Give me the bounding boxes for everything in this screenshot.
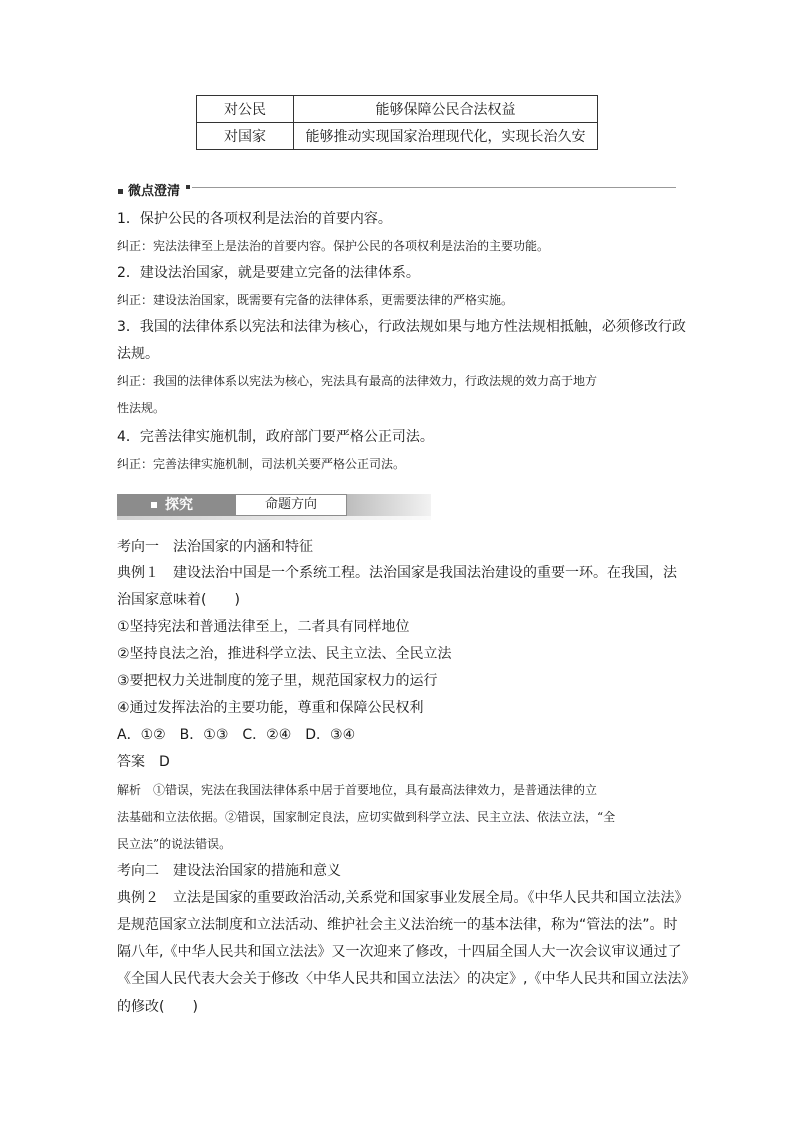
table-cell-key: 对公民 <box>197 96 294 123</box>
statement-1: 1．保护公民的各项权利是法治的首要内容。 <box>117 211 392 227</box>
table-cell-value: 能够推动实现国家治理现代化，实现长治久安 <box>294 123 598 150</box>
example2-line-1: 典例２ 立法是国家的重要政治活动,关系党和国家事业发展全局。《中华人民共和国立法法》 <box>117 890 689 906</box>
banner-left-label: 探究 <box>165 497 193 513</box>
table-cell-value: 能够保障公民合法权益 <box>294 96 598 123</box>
correction-4: 纠正：完善法律实施机制，司法机关要严格公正司法。 <box>117 457 406 471</box>
statement-2: 2．建设法治国家，就是要建立完备的法律体系。 <box>117 265 420 281</box>
option-2: ②坚持良法之治，推进科学立法、民主立法、全民立法 <box>117 646 452 662</box>
section-heading <box>118 180 180 199</box>
bullet-square-icon <box>118 189 123 194</box>
correction-3-line-1: 纠正：我国的法律体系以宪法为核心，宪法具有最高的法律效力，行政法规的效力高于地方 <box>117 374 598 388</box>
banner-square-icon <box>151 502 157 508</box>
option-1: ①坚持宪法和普通法律至上，二者具有同样地位 <box>117 619 410 635</box>
option-3: ③要把权力关进制度的笼子里，规范国家权力的运行 <box>117 673 438 689</box>
topic1-heading: 考向一 法治国家的内涵和特征 <box>117 539 313 555</box>
table-row <box>197 96 598 123</box>
analysis-line-3: 民立法”的说法错误。 <box>117 837 232 851</box>
banner-left <box>117 494 235 516</box>
table-cell-key: 对国家 <box>197 123 294 150</box>
correction-2: 纠正：建设法治国家，既需要有完备的法律体系，更需要法律的严格实施。 <box>117 293 514 307</box>
answer: 答案 D <box>117 754 170 770</box>
example1-line-1: 典例１ 建设法治中国是一个系统工程。法治国家是我国法治建设的重要一环。在我国，法 <box>117 565 677 581</box>
banner-right-label: 命题方向 <box>235 494 347 516</box>
banner-gradient-tail <box>347 494 431 516</box>
example2-line-2: 是规范国家立法制度和立法活动、维护社会主义法治统一的基本法律，称为“管法的法”。时 <box>117 917 678 933</box>
statement-3-line-1: 3．我国的法律体系以宪法和法律为核心，行政法规如果与地方性法规相抵触，必须修改行政 <box>117 319 686 335</box>
correction-3-line-2: 性法规。 <box>117 401 166 415</box>
summary-table <box>196 95 598 150</box>
correction-1: 纠正：宪法法律至上是法治的首要内容。保护公民的各项权利是法治的主要功能。 <box>117 239 550 253</box>
statement-3-line-2: 法规。 <box>117 346 159 362</box>
explore-banner <box>117 494 431 516</box>
answer-choices: A．①② B．①③ C．②④ D．③④ <box>117 727 356 743</box>
banner-shadow <box>117 516 431 520</box>
analysis-line-2: 法基础和立法依据。②错误，国家制定良法，应切实做到科学立法、民主立法、依法立法，“全 <box>117 810 616 824</box>
example2-line-3: 隔八年,《中华人民共和国立法法》又一次迎来了修改，十四届全国人大一次会议审议通过了 <box>117 944 682 960</box>
topic2-heading: 考向二 建设法治国家的措施和意义 <box>117 863 341 879</box>
statement-4: 4．完善法律实施机制，政府部门要严格公正司法。 <box>117 429 434 445</box>
example2-line-5: 的修改( ) <box>117 999 198 1015</box>
section-title: 微点澄清 <box>128 184 181 199</box>
square-marker-icon <box>186 185 190 189</box>
table-row <box>197 123 598 150</box>
example2-line-4: 《全国人民代表大会关于修改〈中华人民共和国立法法〉的决定》,《中华人民共和国立法法》 <box>117 971 696 987</box>
analysis-line-1: 解析 ①错误，宪法在我国法律体系中居于首要地位，具有最高法律效力，是普通法律的立 <box>117 783 598 797</box>
example1-line-2: 治国家意味着( ) <box>117 592 240 608</box>
section-divider <box>192 187 676 188</box>
option-4: ④通过发挥法治的主要功能，尊重和保障公民权利 <box>117 700 424 716</box>
